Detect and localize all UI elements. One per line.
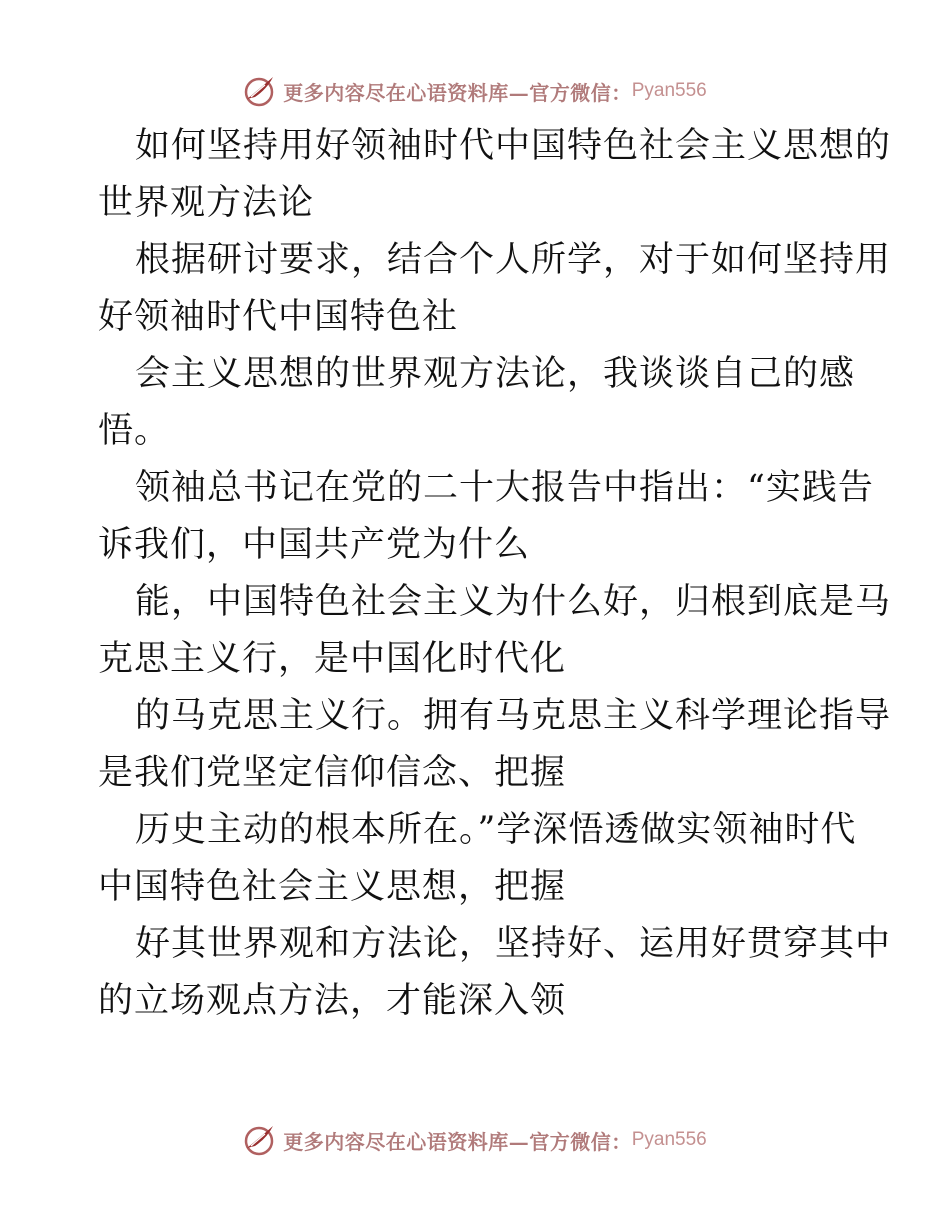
footer-watermark: [0, 1120, 950, 1160]
paragraph-line: 根据研讨要求，结合个人所学，对于如何坚持用: [135, 240, 892, 280]
quill-logo-icon: [243, 73, 279, 109]
watermark-text: 更多内容尽在心语资料库—官方微信：: [283, 80, 632, 105]
quill-logo-icon: [243, 1122, 279, 1158]
paragraph-line: 好领袖时代中国特色社: [98, 297, 459, 337]
paragraph-line: 中国特色社会主义思想，把握: [98, 867, 567, 907]
paragraph-line: 悟。: [98, 411, 171, 451]
watermark-text: 更多内容尽在心语资料库—官方微信：: [283, 1129, 632, 1154]
paragraph-line: 好其世界观和方法论，坚持好、运用好贯穿其中: [135, 924, 892, 964]
paragraph-line: 历史主动的根本所在。”学深悟透做实领袖时代: [135, 810, 857, 850]
paragraph-line: 的马克思主义行。拥有马克思主义科学理论指导: [135, 696, 892, 736]
title-line-1: 如何坚持用好领袖时代中国特色社会主义思想的: [135, 126, 892, 166]
document-body: [98, 118, 892, 1030]
watermark-contact: Pyan556: [631, 1129, 707, 1150]
paragraph-line: 领袖总书记在党的二十大报告中指出：“实践告: [135, 468, 874, 508]
header-watermark: [0, 71, 950, 111]
title-line-2: 世界观方法论: [98, 183, 315, 223]
paragraph-line: 诉我们，中国共产党为什么: [98, 525, 531, 565]
paragraph-line: 能，中国特色社会主义为什么好，归根到底是马: [135, 582, 892, 622]
watermark-contact: Pyan556: [631, 80, 707, 101]
paragraph-line: 的立场观点方法，才能深入领: [98, 981, 567, 1021]
paragraph-line: 是我们党坚定信仰信念、把握: [98, 753, 567, 793]
paragraph-line: 会主义思想的世界观方法论，我谈谈自己的感: [135, 354, 856, 394]
paragraph-line: 克思主义行，是中国化时代化: [98, 639, 567, 679]
